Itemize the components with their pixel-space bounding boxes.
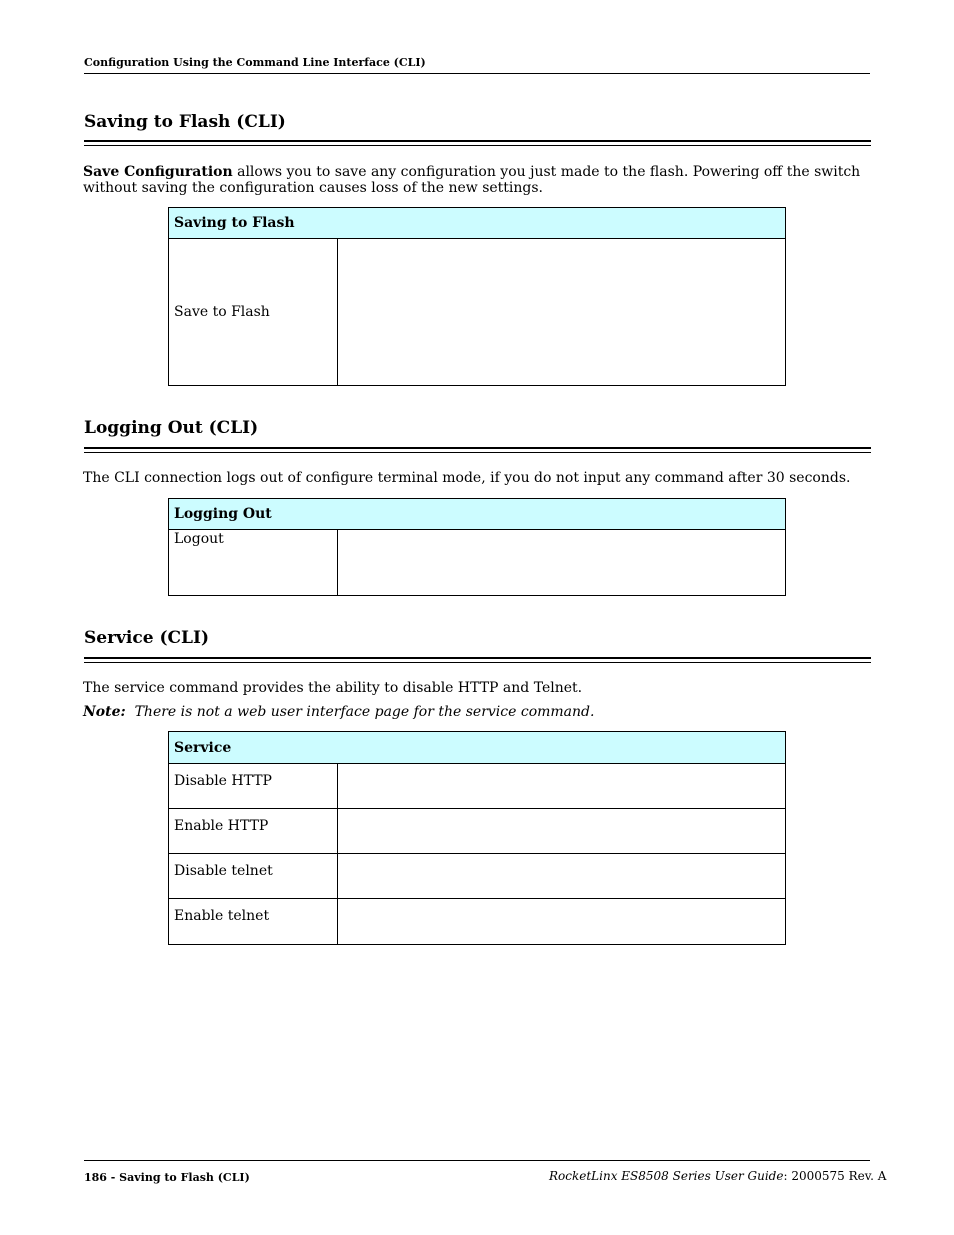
footer-doc-id <box>549 1169 886 1183</box>
table-row-value <box>338 899 786 945</box>
saving-to-flash-intro <box>83 164 873 196</box>
service-table <box>168 731 786 945</box>
table-row-value <box>338 764 786 809</box>
section-rule-logging-out <box>84 447 871 453</box>
table-row-label: Disable HTTP <box>169 764 338 809</box>
service-note <box>83 704 594 720</box>
saving-to-flash-table <box>168 207 786 386</box>
note-label: Note: <box>83 704 126 720</box>
table-row <box>169 764 786 809</box>
section-rule-service <box>84 657 871 663</box>
table-row <box>169 530 786 596</box>
table-row-label: Enable telnet <box>169 899 338 945</box>
note-text: There is not a web user interface page for the service command. <box>134 704 595 720</box>
table-row-label: Disable telnet <box>169 854 338 899</box>
table-row-value <box>338 239 786 386</box>
table-row-value <box>338 530 786 596</box>
logging-out-table <box>168 498 786 596</box>
table-row-label: Logout <box>169 530 338 596</box>
table-row <box>169 854 786 899</box>
service-table-header: Service <box>169 732 786 764</box>
header-rule <box>84 73 870 74</box>
table-row-label: Enable HTTP <box>169 809 338 854</box>
table-row-value <box>338 854 786 899</box>
table-row <box>169 239 786 386</box>
section-rule-saving-to-flash <box>84 140 871 146</box>
table-row <box>169 809 786 854</box>
logging-out-intro: The CLI connection logs out of configure terminal mode, if you do not input any command after 30 seconds. <box>83 470 851 486</box>
saving-to-flash-table-header: Saving to Flash <box>169 208 786 239</box>
saving-to-flash-intro-text: allows you to save any configuration you just made to the flash. Powering off the switch without saving the configuration causes loss of the new settings. <box>83 164 861 196</box>
service-intro: The service command provides the ability to disable HTTP and Telnet. <box>83 680 583 696</box>
section-title-logging-out: Logging Out (CLI) <box>84 418 259 438</box>
footer-page-label: 186 - Saving to Flash (CLI) <box>84 1171 250 1184</box>
footer-rule <box>84 1160 870 1161</box>
save-configuration-term: Save Configuration <box>83 164 233 180</box>
section-title-service: Service (CLI) <box>84 628 209 648</box>
footer-guide-title: RocketLinx ES8508 Series User Guide <box>549 1169 784 1183</box>
table-row-label: Save to Flash <box>169 239 338 386</box>
section-title-saving-to-flash: Saving to Flash (CLI) <box>84 112 286 132</box>
table-row <box>169 899 786 945</box>
footer-doc-number: : 2000575 Rev. A <box>783 1169 887 1183</box>
running-header: Configuration Using the Command Line Interface (CLI) <box>84 56 426 69</box>
table-row-value <box>338 809 786 854</box>
logging-out-table-header: Logging Out <box>169 499 786 530</box>
